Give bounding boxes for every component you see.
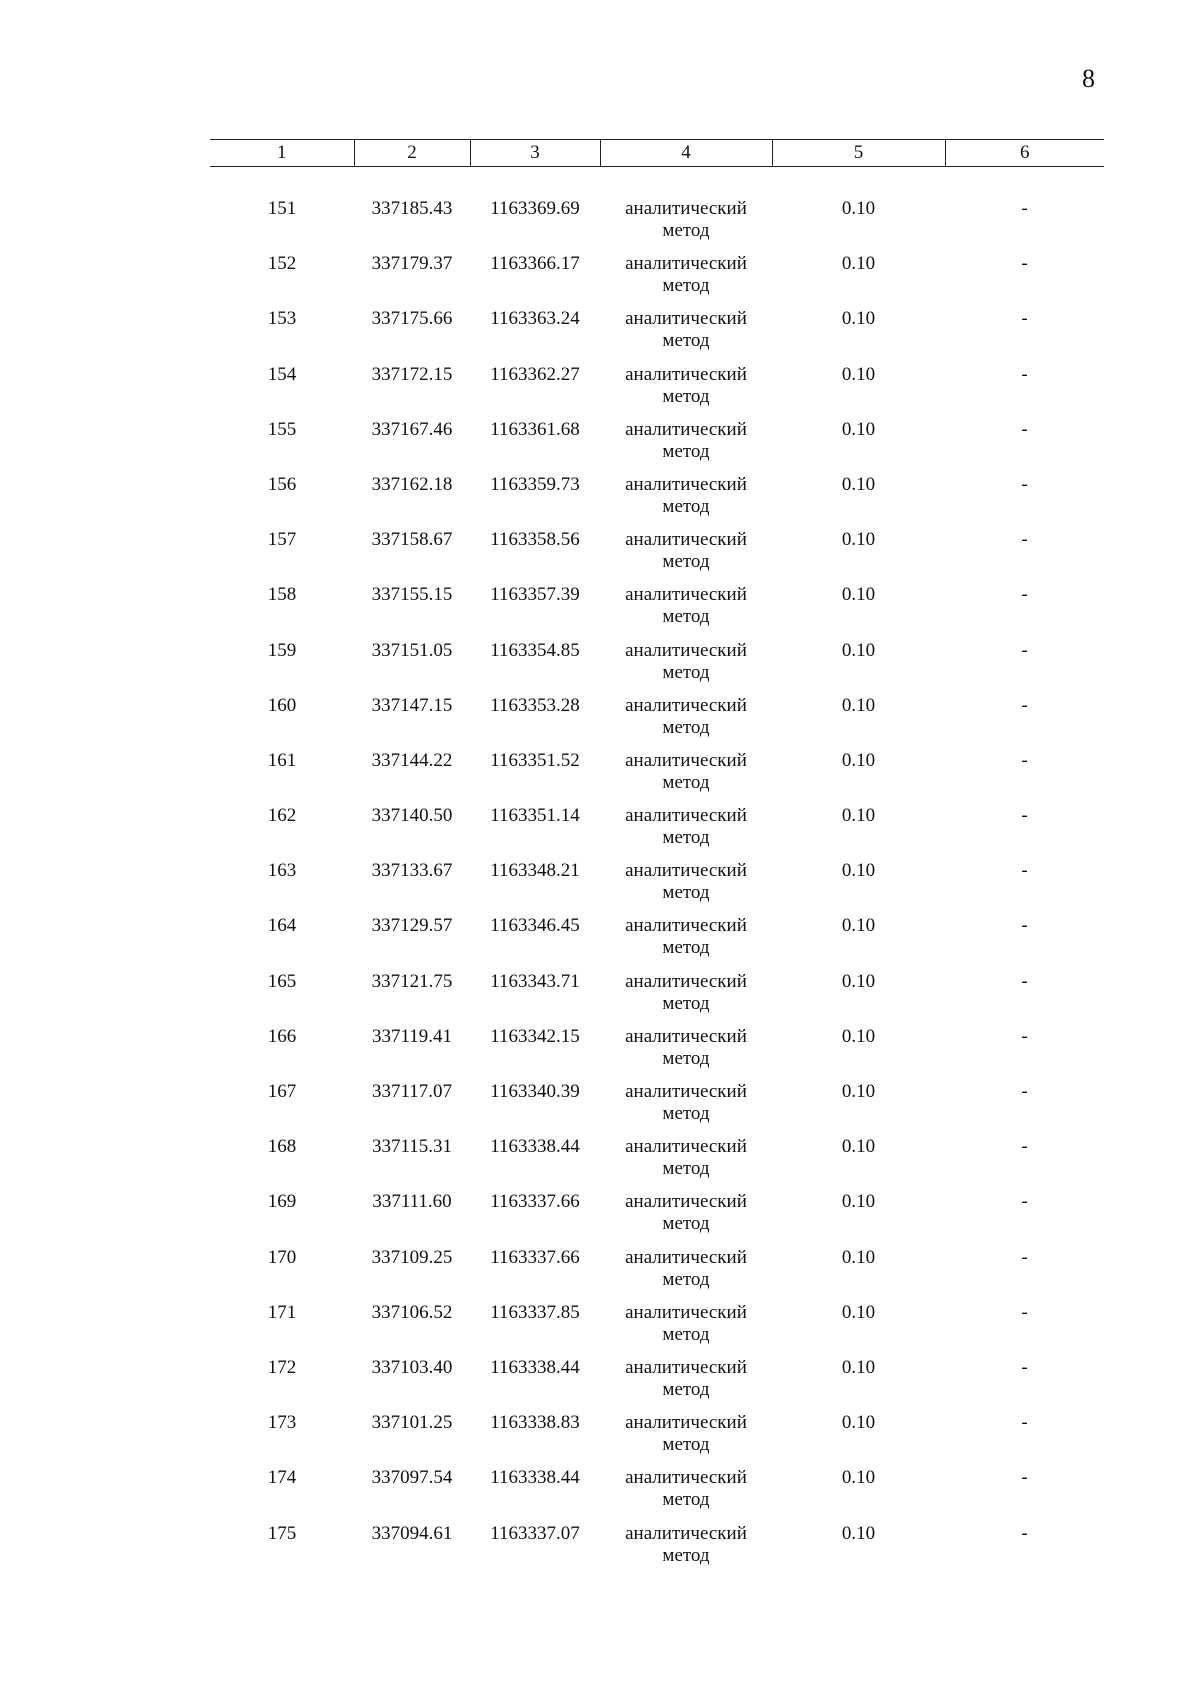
method-cell: [600, 804, 772, 859]
method-line-1: аналитический: [625, 1522, 747, 1544]
y-coordinate-cell: 1163359.73: [490, 473, 580, 495]
x-coordinate-cell: 337106.52: [371, 1301, 453, 1323]
method-cell: [600, 859, 772, 914]
method-line-2: метод: [662, 1103, 710, 1124]
table-row: [210, 694, 1104, 749]
point-number-cell: 169: [267, 1191, 297, 1213]
table-row: [210, 473, 1104, 528]
method-line-2: метод: [662, 1434, 710, 1456]
accuracy-cell: 0.10: [841, 253, 876, 275]
method-line-1: аналитический: [625, 1412, 747, 1434]
y-coordinate-cell: 1163337.66: [490, 1191, 580, 1213]
point-number-cell: 172: [267, 1356, 297, 1378]
method-line-2: метод: [662, 882, 710, 904]
method-line-1: аналитический: [625, 1246, 747, 1268]
point-number-cell: 153: [267, 308, 297, 330]
y-coordinate-cell: 1163338.44: [490, 1136, 580, 1158]
accuracy-cell: 0.10: [841, 749, 876, 771]
method-line-1: аналитический: [625, 1467, 747, 1489]
method-cell: [600, 307, 772, 362]
table-row: [210, 804, 1104, 859]
x-coordinate-cell: 337185.43: [371, 198, 453, 219]
point-number-cell: 164: [267, 915, 297, 937]
note-cell: -: [1021, 1136, 1028, 1158]
accuracy-cell: 0.10: [841, 1025, 876, 1047]
point-number-cell: 162: [267, 805, 297, 827]
x-coordinate-cell: 337094.61: [371, 1522, 453, 1544]
y-coordinate-cell: 1163338.44: [490, 1356, 580, 1378]
x-coordinate-cell: 337151.05: [371, 639, 453, 661]
y-coordinate-cell: 1163337.66: [490, 1246, 580, 1268]
method-cell: [600, 1025, 772, 1080]
note-cell: -: [1021, 529, 1028, 551]
note-cell: -: [1021, 694, 1028, 716]
method-cell: [600, 914, 772, 969]
point-number-cell: 159: [267, 639, 297, 661]
accuracy-cell: 0.10: [841, 418, 876, 440]
method-cell: [600, 1190, 772, 1245]
point-number-cell: 167: [267, 1081, 297, 1102]
x-coordinate-cell: 337121.75: [371, 970, 453, 992]
x-coordinate-cell: 337097.54: [371, 1467, 453, 1489]
method-line-2: метод: [662, 275, 710, 297]
accuracy-cell: 0.10: [841, 584, 876, 606]
method-line-1: аналитический: [625, 805, 747, 827]
note-cell: -: [1021, 915, 1028, 937]
note-cell: -: [1021, 749, 1028, 771]
x-coordinate-cell: 337147.15: [371, 694, 453, 716]
point-number-cell: 163: [267, 860, 297, 882]
point-number-cell: 171: [267, 1301, 297, 1323]
x-coordinate-cell: 337175.66: [371, 308, 453, 330]
method-cell: [600, 749, 772, 804]
table-row: [210, 1135, 1104, 1190]
note-cell: -: [1021, 970, 1028, 992]
method-cell: [600, 970, 772, 1025]
accuracy-cell: 0.10: [841, 363, 876, 385]
method-line-2: метод: [662, 606, 710, 628]
page-number: 8: [1082, 64, 1095, 93]
method-line-1: аналитический: [625, 473, 747, 495]
method-cell: [600, 639, 772, 694]
x-coordinate-cell: 337111.60: [372, 1191, 452, 1213]
y-coordinate-cell: 1163354.85: [490, 639, 580, 661]
note-cell: -: [1021, 584, 1028, 606]
method-cell: [600, 1246, 772, 1301]
method-line-2: метод: [662, 1378, 710, 1400]
note-cell: -: [1021, 198, 1028, 219]
y-coordinate-cell: 1163369.69: [490, 198, 580, 219]
table-row: [210, 639, 1104, 694]
accuracy-cell: 0.10: [841, 1081, 876, 1102]
method-line-1: аналитический: [625, 1191, 747, 1213]
header-col-3: 3: [470, 140, 600, 167]
table-row: [210, 307, 1104, 362]
method-line-2: метод: [662, 827, 710, 849]
method-line-1: аналитический: [625, 915, 747, 937]
header-col-4: 4: [600, 140, 772, 167]
method-line-1: аналитический: [625, 363, 747, 385]
point-number-cell: 157: [267, 529, 297, 551]
note-cell: -: [1021, 363, 1028, 385]
table-row: [210, 749, 1104, 804]
method-line-2: метод: [662, 551, 710, 573]
table-body: [210, 197, 1104, 1577]
accuracy-cell: 0.10: [841, 860, 876, 882]
note-cell: -: [1021, 1301, 1028, 1323]
point-number-cell: 151: [267, 198, 297, 219]
method-cell: [600, 363, 772, 418]
y-coordinate-cell: 1163357.39: [490, 584, 580, 606]
note-cell: -: [1021, 639, 1028, 661]
method-line-1: аналитический: [625, 308, 747, 330]
method-cell: [600, 1135, 772, 1190]
method-line-1: аналитический: [625, 1301, 747, 1323]
y-coordinate-cell: 1163346.45: [490, 915, 580, 937]
point-number-cell: 160: [267, 694, 297, 716]
y-coordinate-cell: 1163358.56: [490, 529, 580, 551]
accuracy-cell: 0.10: [841, 1301, 876, 1323]
x-coordinate-cell: 337133.67: [371, 860, 453, 882]
method-cell: [600, 1522, 772, 1577]
point-number-cell: 173: [267, 1412, 297, 1434]
note-cell: -: [1021, 1522, 1028, 1544]
method-line-1: аналитический: [625, 198, 747, 219]
y-coordinate-cell: 1163363.24: [490, 308, 580, 330]
method-line-1: аналитический: [625, 1081, 747, 1102]
note-cell: -: [1021, 1412, 1028, 1434]
accuracy-cell: 0.10: [841, 198, 876, 219]
note-cell: -: [1021, 860, 1028, 882]
accuracy-cell: 0.10: [841, 970, 876, 992]
method-line-2: метод: [662, 330, 710, 352]
table-row: [210, 859, 1104, 914]
point-number-cell: 161: [267, 749, 297, 771]
table-row: [210, 197, 1104, 252]
accuracy-cell: 0.10: [841, 1191, 876, 1213]
note-cell: -: [1021, 1246, 1028, 1268]
table-row: [210, 914, 1104, 969]
x-coordinate-cell: 337172.15: [371, 363, 453, 385]
x-coordinate-cell: 337129.57: [371, 915, 453, 937]
header-col-2: 2: [354, 140, 470, 167]
y-coordinate-cell: 1163366.17: [490, 253, 580, 275]
method-cell: [600, 473, 772, 528]
table-row: [210, 1246, 1104, 1301]
accuracy-cell: 0.10: [841, 308, 876, 330]
table-row: [210, 1466, 1104, 1521]
x-coordinate-cell: 337155.15: [371, 584, 453, 606]
note-cell: -: [1021, 1467, 1028, 1489]
coordinates-table: [210, 139, 1104, 1577]
header-col-6: 6: [945, 140, 1104, 167]
table-row: [210, 1411, 1104, 1466]
table-row: [210, 363, 1104, 418]
y-coordinate-cell: 1163343.71: [490, 970, 580, 992]
y-coordinate-cell: 1163338.83: [490, 1412, 580, 1434]
table-row: [210, 1080, 1104, 1135]
method-line-2: метод: [662, 1323, 710, 1345]
x-coordinate-cell: 337101.25: [371, 1412, 453, 1434]
point-number-cell: 168: [267, 1136, 297, 1158]
note-cell: -: [1021, 1025, 1028, 1047]
table-row: [210, 1190, 1104, 1245]
method-cell: [600, 197, 772, 252]
method-cell: [600, 1411, 772, 1466]
method-line-2: метод: [662, 220, 710, 241]
accuracy-cell: 0.10: [841, 1412, 876, 1434]
x-coordinate-cell: 337115.31: [371, 1136, 453, 1158]
method-line-2: метод: [662, 661, 710, 683]
header-row: [210, 140, 1104, 167]
method-line-2: метод: [662, 385, 710, 407]
y-coordinate-cell: 1163338.44: [490, 1467, 580, 1489]
table-row: [210, 970, 1104, 1025]
method-cell: [600, 252, 772, 307]
method-line-1: аналитический: [625, 1136, 747, 1158]
accuracy-cell: 0.10: [841, 1136, 876, 1158]
method-line-2: метод: [662, 716, 710, 738]
method-line-2: метод: [662, 1213, 710, 1235]
point-number-cell: 156: [267, 473, 297, 495]
x-coordinate-cell: 337167.46: [371, 418, 453, 440]
note-cell: -: [1021, 473, 1028, 495]
accuracy-cell: 0.10: [841, 1356, 876, 1378]
y-coordinate-cell: 1163353.28: [490, 694, 580, 716]
header-col-5: 5: [772, 140, 945, 167]
table-header: [210, 139, 1104, 167]
method-line-2: метод: [662, 937, 710, 959]
y-coordinate-cell: 1163348.21: [490, 860, 580, 882]
point-number-cell: 158: [267, 584, 297, 606]
table-row: [210, 418, 1104, 473]
method-line-1: аналитический: [625, 970, 747, 992]
point-number-cell: 174: [267, 1467, 297, 1489]
point-number-cell: 175: [267, 1522, 297, 1544]
y-coordinate-cell: 1163361.68: [490, 418, 580, 440]
method-line-1: аналитический: [625, 1356, 747, 1378]
point-number-cell: 155: [267, 418, 297, 440]
point-number-cell: 166: [267, 1025, 297, 1047]
y-coordinate-cell: 1163351.14: [490, 805, 580, 827]
method-line-2: метод: [662, 1268, 710, 1290]
note-cell: -: [1021, 418, 1028, 440]
x-coordinate-cell: 337109.25: [371, 1246, 453, 1268]
method-line-1: аналитический: [625, 418, 747, 440]
method-line-2: метод: [662, 495, 710, 517]
x-coordinate-cell: 337140.50: [371, 805, 453, 827]
method-cell: [600, 583, 772, 638]
note-cell: -: [1021, 253, 1028, 275]
method-cell: [600, 418, 772, 473]
method-cell: [600, 1301, 772, 1356]
accuracy-cell: 0.10: [841, 1467, 876, 1489]
point-number-cell: 170: [267, 1246, 297, 1268]
accuracy-cell: 0.10: [841, 473, 876, 495]
y-coordinate-cell: 1163340.39: [490, 1081, 580, 1102]
note-cell: -: [1021, 1191, 1028, 1213]
y-coordinate-cell: 1163337.07: [490, 1522, 580, 1544]
x-coordinate-cell: 337158.67: [371, 529, 453, 551]
table-row: [210, 1356, 1104, 1411]
method-cell: [600, 1356, 772, 1411]
header-col-1: 1: [210, 140, 354, 167]
method-line-2: метод: [662, 771, 710, 793]
table-row: [210, 1025, 1104, 1080]
accuracy-cell: 0.10: [841, 915, 876, 937]
note-cell: -: [1021, 1081, 1028, 1102]
accuracy-cell: 0.10: [841, 529, 876, 551]
method-line-2: метод: [662, 1544, 710, 1566]
accuracy-cell: 0.10: [841, 1246, 876, 1268]
table-row: [210, 528, 1104, 583]
note-cell: -: [1021, 308, 1028, 330]
method-line-2: метод: [662, 1489, 710, 1511]
method-line-1: аналитический: [625, 749, 747, 771]
accuracy-cell: 0.10: [841, 694, 876, 716]
method-line-2: метод: [662, 1158, 710, 1180]
x-coordinate-cell: 337103.40: [371, 1356, 453, 1378]
method-cell: [600, 1080, 772, 1135]
point-number-cell: 165: [267, 970, 297, 992]
y-coordinate-cell: 1163342.15: [490, 1025, 580, 1047]
table-row: [210, 1301, 1104, 1356]
method-line-1: аналитический: [625, 529, 747, 551]
y-coordinate-cell: 1163351.52: [490, 749, 580, 771]
x-coordinate-cell: 337117.07: [371, 1081, 453, 1102]
table-row: [210, 1522, 1104, 1577]
method-line-1: аналитический: [625, 584, 747, 606]
note-cell: -: [1021, 1356, 1028, 1378]
accuracy-cell: 0.10: [841, 639, 876, 661]
x-coordinate-cell: 337179.37: [371, 253, 453, 275]
method-line-1: аналитический: [625, 860, 747, 882]
note-cell: -: [1021, 805, 1028, 827]
point-number-cell: 154: [267, 363, 297, 385]
method-line-1: аналитический: [625, 1025, 747, 1047]
accuracy-cell: 0.10: [841, 1522, 876, 1544]
y-coordinate-cell: 1163337.85: [490, 1301, 580, 1323]
accuracy-cell: 0.10: [841, 805, 876, 827]
method-cell: [600, 694, 772, 749]
table-row: [210, 583, 1104, 638]
x-coordinate-cell: 337119.41: [371, 1025, 453, 1047]
y-coordinate-cell: 1163362.27: [490, 363, 580, 385]
method-line-1: аналитический: [625, 694, 747, 716]
point-number-cell: 152: [267, 253, 297, 275]
method-cell: [600, 528, 772, 583]
method-line-2: метод: [662, 992, 710, 1014]
x-coordinate-cell: 337144.22: [371, 749, 453, 771]
method-line-2: метод: [662, 440, 710, 462]
method-line-1: аналитический: [625, 639, 747, 661]
method-cell: [600, 1466, 772, 1521]
x-coordinate-cell: 337162.18: [371, 473, 453, 495]
method-line-1: аналитический: [625, 253, 747, 275]
method-line-2: метод: [662, 1047, 710, 1069]
table-row: [210, 252, 1104, 307]
